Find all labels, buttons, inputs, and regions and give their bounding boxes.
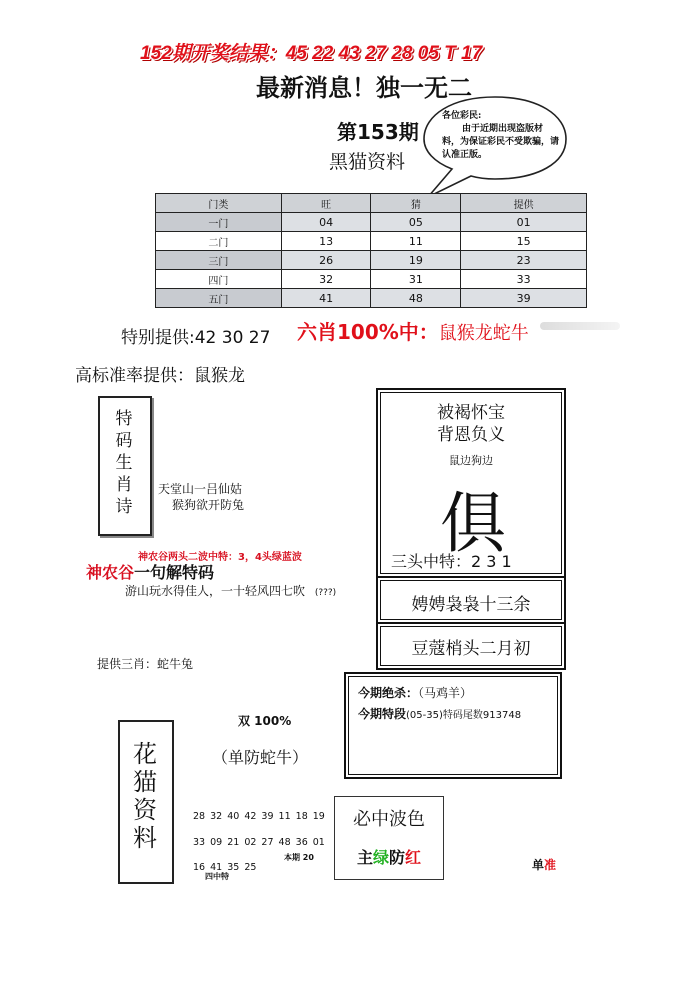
must-mid: 防 [389,848,406,867]
single-note [532,856,556,873]
segment-label: 今期特段 [358,707,407,721]
notice-body: 由于近期出现盗版材料，为保证彩民不受欺骗，请认准正版。 [442,124,560,160]
door-cell: 四门 [156,270,282,289]
wang-cell: 04 [281,213,371,232]
idiom-1: 被褐怀宝 [437,403,505,423]
six-zodiac-value: 鼠猴龙蛇牛 [438,323,529,344]
news-title: 最新消息！独一无二 [256,73,472,102]
riddle-brand: 神农谷 [86,563,135,582]
header-door: 门类 [156,194,282,213]
single-a: 单 [532,858,545,872]
six-zodiac [297,316,529,345]
notice-greeting: 各位彩民: [442,111,482,121]
tigong-cell: 33 [461,270,587,289]
segment-range: (05-35) [406,710,443,721]
must-hit-title: 必中波色 [353,809,425,830]
idiom-2: 背恩负义 [437,425,505,445]
poem-title-char: 特 [115,409,133,429]
tigong-cell: 39 [461,289,587,308]
header-wang: 旺 [281,194,371,213]
door-cell: 二门 [156,232,282,251]
table-row [156,232,587,251]
table-row [156,213,587,232]
issue-label: 第153期 [337,120,419,144]
numbers-row-1: 28 32 40 42 39 11 18 19 [193,811,325,822]
notice-text [442,110,560,162]
six-zodiac-label: 六肖100%中： [297,320,439,344]
poem-title-char: 肖 [115,475,133,495]
hua-title [124,740,166,852]
door-cell: 一门 [156,213,282,232]
right-line-2: 娉娉袅袅十三余 [411,595,531,615]
poem-title-char: 生 [115,453,133,473]
wang-cell: 13 [281,232,371,251]
hint-text: 鼠边狗边 [449,454,493,467]
must-prefix: 主 [356,848,373,867]
table-row [156,251,587,270]
brush-stroke [540,322,620,330]
table-row [156,270,587,289]
tail-numbers: 特码尾数913748 [442,710,522,721]
high-standard: 高标准率提供：鼠猴龙 [75,366,245,386]
cai-cell: 31 [371,270,461,289]
hua-title-char: 资 [133,796,157,824]
cai-cell: 48 [371,289,461,308]
single-b: 准 [544,858,557,872]
kill-value: （马鸡羊） [418,686,473,700]
big-character: 俱 [440,485,506,562]
table-header-row [156,194,587,213]
tigong-cell: 15 [461,232,587,251]
riddle-title-text: 一句解特码 [134,563,215,582]
result-headline: 152期开奖结果：45 22 43 27 28 05 T 17 [140,43,483,64]
three-zodiac: 提供三肖：蛇牛兔 [97,657,194,671]
shennong-line: 神农谷两头二波中特：3，4头绿蓝波 [138,552,302,563]
must-hit-colors [334,845,444,868]
issue-note: 本期 20 [284,853,314,862]
wang-cell: 32 [281,270,371,289]
tigong-cell: 01 [461,213,587,232]
cai-cell: 19 [371,251,461,270]
poem-title-char: 诗 [115,497,133,517]
special-provide: 特别提供:42 30 27 [121,328,271,348]
poem-title [104,408,144,518]
kill-line-1 [358,684,472,701]
table-row [156,289,587,308]
hua-title-char: 花 [133,740,157,768]
poem-title-char: 码 [115,431,133,451]
door-table [155,193,587,308]
must-red: 红 [405,848,422,867]
riddle-line: 游山玩水得佳人，一十轻风四七吹 [125,584,306,598]
hit-note: 四中特 [205,872,229,881]
riddle-mark: (???) [314,588,337,598]
numbers-row-2: 33 09 21 02 27 48 36 01 [193,837,325,848]
wang-cell: 41 [281,289,371,308]
wang-cell: 26 [281,251,371,270]
cai-cell: 11 [371,232,461,251]
poem-line-2: 猴狗欲开防兔 [172,498,245,512]
three-heads: 三头中特：2 3 1 [391,552,512,571]
riddle-text [125,582,336,599]
door-cell: 五门 [156,289,282,308]
hua-title-char: 料 [133,824,157,852]
kill-line-2 [358,705,521,722]
door-cell: 三门 [156,251,282,270]
must-green: 绿 [372,848,389,867]
poem-line-1: 天堂山一吕仙姑 [158,482,243,496]
header-cai: 猜 [371,194,461,213]
cai-cell: 05 [371,213,461,232]
hua-title-char: 猫 [133,768,157,796]
riddle-title [86,560,214,583]
double-line-2: （单防蛇牛） [212,748,309,767]
right-line-3: 豆蔻梢头二月初 [411,639,531,659]
double-line-1: 双 100% [238,714,292,728]
numbers-row-3: 16 41 35 25 [193,862,257,873]
kill-label: 今期绝杀： [358,686,419,700]
black-cat-label: 黑猫资料 [329,151,406,173]
header-tigong: 提供 [461,194,587,213]
tigong-cell: 23 [461,251,587,270]
